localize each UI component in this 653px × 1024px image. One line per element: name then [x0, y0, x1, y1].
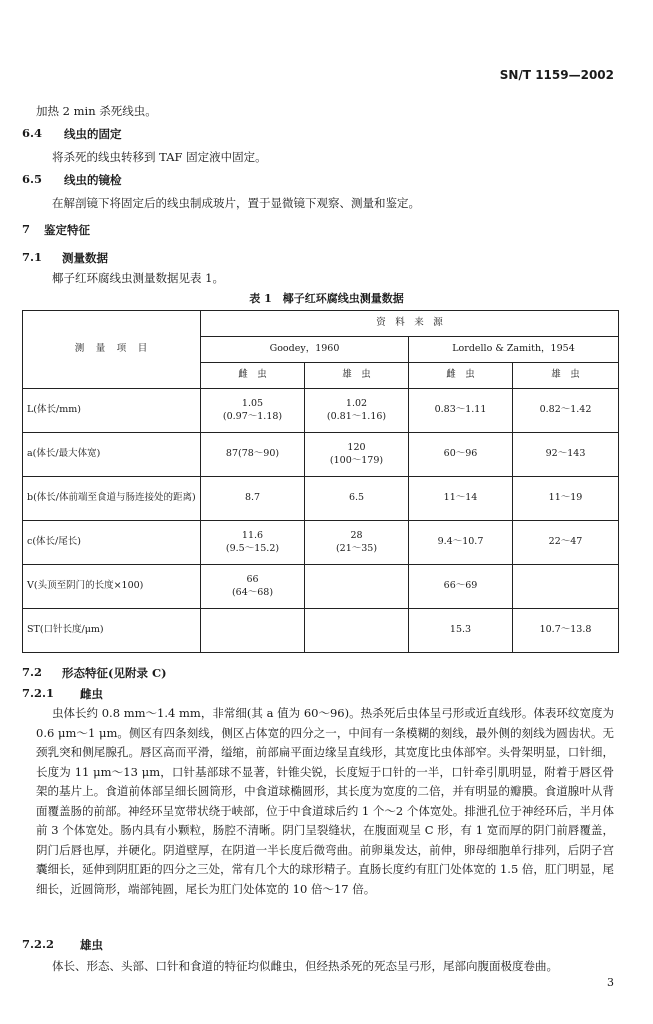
- continued-text: 加热 2 min 杀死线虫。: [36, 104, 157, 118]
- table-cell: [305, 565, 409, 609]
- measurement-table: [22, 310, 619, 653]
- section-7-2-number: 7.2: [22, 665, 43, 679]
- table-cell: 28 (21～35): [305, 521, 409, 565]
- sex-header: 雌 虫: [409, 363, 513, 389]
- table-cell: [201, 609, 305, 653]
- table-cell: 11.6 (9.5～15.2): [201, 521, 305, 565]
- section-7-2-1-number: 7.2.1: [22, 686, 55, 700]
- source-header: 资 料 来 源: [201, 311, 619, 337]
- row-label: c(体长/尾长): [23, 521, 201, 565]
- male-description: 体长、形态、头部、口针和食道的特征均似雌虫，但经热杀死的死态呈弓形，尾部向腹面极度卷曲。: [52, 959, 558, 973]
- table-cell: 6.5: [305, 477, 409, 521]
- table-cell: 66 (64～68): [201, 565, 305, 609]
- row-label: ST(口针长度/μm): [23, 609, 201, 653]
- section-7-2-1-title: 雌虫: [80, 687, 103, 701]
- table-row: [23, 609, 619, 653]
- source-lordello: Lordello & Zamith，1954: [409, 337, 619, 363]
- table-cell: 22～47: [513, 521, 619, 565]
- table-cell: [305, 609, 409, 653]
- row-label: a(体长/最大体宽): [23, 433, 201, 477]
- table-row: [23, 389, 619, 433]
- section-7-2-2-title: 雄虫: [80, 938, 103, 952]
- table-cell: 87(78～90): [201, 433, 305, 477]
- section-6-5-number: 6.5: [22, 172, 43, 186]
- row-label: b(体长/体前端至食道与肠连接处的距离): [23, 477, 201, 521]
- table-cell: 9.4～10.7: [409, 521, 513, 565]
- section-7-number: 7: [22, 222, 31, 236]
- table-cell: 0.83～1.11: [409, 389, 513, 433]
- section-7-title: 鉴定特征: [44, 223, 90, 237]
- item-header: 测 量 项 目: [23, 311, 201, 389]
- table-cell: 66～69: [409, 565, 513, 609]
- table-row: [23, 565, 619, 609]
- table-cell: 11～19: [513, 477, 619, 521]
- table-cell: 11～14: [409, 477, 513, 521]
- section-6-4-title: 线虫的固定: [64, 127, 122, 141]
- section-7-1-title: 测量数据: [62, 251, 108, 265]
- table-cell: [513, 565, 619, 609]
- table-caption: 表 1 椰子红环腐线虫测量数据: [249, 292, 404, 305]
- section-6-4-number: 6.4: [22, 126, 43, 140]
- table-row: [23, 521, 619, 565]
- sex-header: 雌 虫: [201, 363, 305, 389]
- row-label: L(体长/mm): [23, 389, 201, 433]
- sex-header: 雄 虫: [513, 363, 619, 389]
- female-description: 虫体长约 0.8 mm～1.4 mm，非常细(其 a 值为 60～96)。热杀死后虫体呈弓形或近直线形。体表环纹宽度为 0.6 μm～1 μm。侧区有四条刻线，侧区占体宽的四分之一，中间有一条模糊的刻线，最外侧的刻线为圆齿状。无颈乳突和侧尾腺孔。唇区高而平滑，缢缩，前部扁平面边缘呈直线形，其宽度比虫体部窄。头骨架明显，口针细，长度为 11 μm～13 μm，口针基部球不显著，针锥尖锐，长度短于口针的一半，口针牵引肌明显，附着于唇区骨架的基片上。食道前体部呈细长圆筒形，中食道球椭圆形，其长度为宽度的二倍，并有明显的瓣膜。食道腺叶从背面覆盖肠的前部。神经环呈宽带状绕于峡部，位于中食道球后约 1 个～2 个体宽处。排泄孔位于神经环后，半月体前 3 个体宽处。肠内具有小颗粒，肠腔不清晰。阴门呈裂缝状，在腹面观呈 C 形，有 1 宽而厚的阴门前唇覆盖，阴门后唇也厚，并硬化。阴道壁厚，在阴道一半长度后微弯曲。前卵巢发达，前伸，卵母细胞单行排列，后阴子宫囊细长，延伸到阴肛距的四分之三处，常有几个大的球形精子。直肠长度约有肛门处体宽的 1.5 倍，肛门明显，尾细长，近圆筒形，端部钝圆，尾长为肛门处体宽的 10 倍～17 倍。: [36, 706, 614, 896]
- section-7-2-title: 形态特征(见附录 C): [62, 666, 167, 680]
- table-cell: 92～143: [513, 433, 619, 477]
- section-7-1-text: 椰子红环腐线虫测量数据见表 1。: [52, 271, 224, 285]
- row-label: V(头顶至阴门的长度×100): [23, 565, 201, 609]
- section-6-5-text: 在解剖镜下将固定后的线虫制成玻片，置于显微镜下观察、测量和鉴定。: [52, 196, 420, 210]
- table-cell: 1.05 (0.97～1.18): [201, 389, 305, 433]
- sex-header: 雄 虫: [305, 363, 409, 389]
- table-cell: 60～96: [409, 433, 513, 477]
- section-6-5-title: 线虫的镜检: [64, 173, 122, 187]
- source-goodey: Goodey，1960: [201, 337, 409, 363]
- section-7-1-number: 7.1: [22, 250, 43, 264]
- section-7-2-2-number: 7.2.2: [22, 937, 55, 951]
- table-cell: 0.82～1.42: [513, 389, 619, 433]
- table-cell: 8.7: [201, 477, 305, 521]
- standard-number: SN/T 1159—2002: [499, 68, 614, 82]
- table-cell: 1.02 (0.81～1.16): [305, 389, 409, 433]
- table-cell: 10.7～13.8: [513, 609, 619, 653]
- page-number: 3: [607, 976, 614, 989]
- table-cell: 120 (100～179): [305, 433, 409, 477]
- section-6-4-text: 将杀死的线虫转移到 TAF 固定液中固定。: [52, 150, 267, 164]
- table-row: [23, 433, 619, 477]
- table-cell: 15.3: [409, 609, 513, 653]
- table-row: [23, 477, 619, 521]
